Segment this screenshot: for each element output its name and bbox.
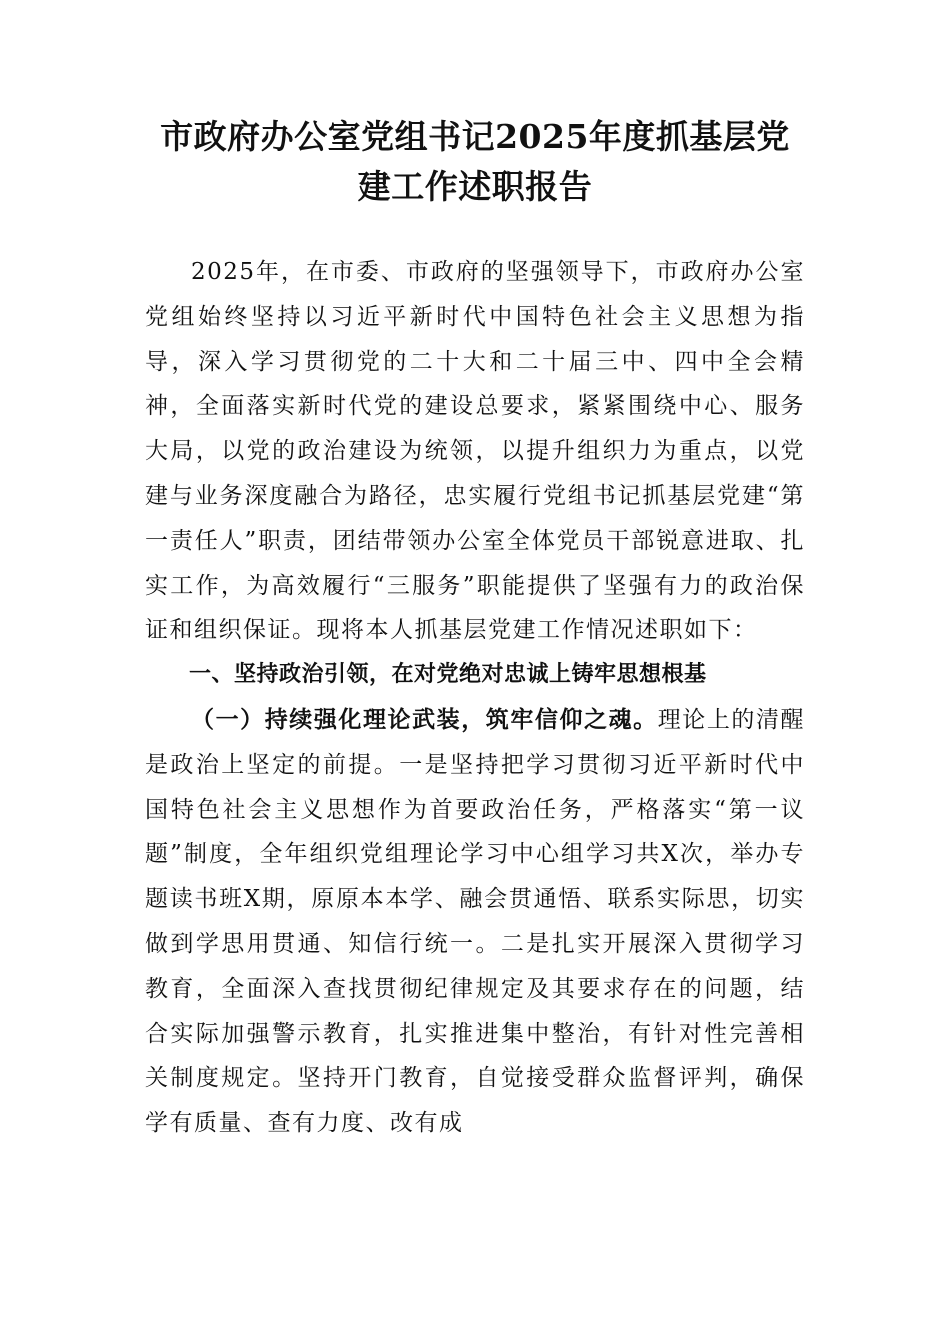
title-line-1: 市政府办公室党组书记2025年度抓基层党 <box>160 117 790 156</box>
title-line-2: 建工作述职报告 <box>357 167 593 206</box>
section-1-paragraph-text: 理论上的清醒是政治上坚定的前提。一是坚持把学习贯彻习近平新时代中国特色社会主义思想作为首要政治任务，严格落实“第一议题”制度，全年组织党组理论学习中心组学习共X次，举办专题读书班X期，原原本本学、融会贯通悟、联系实际思，切实做到学思用贯通、知信行统一。二是扎实开展深入贯彻学习教育，全面深入查找贯彻纪律规定及其要求存在的问题，结合实际加强警示教育，扎实推进集中整治，有针对性完善相关制度规定。坚持开门教育，自觉接受群众监督评判，确保学有质量、查有力度、改有成 <box>145 706 805 1137</box>
section-1-paragraph <box>145 698 805 1146</box>
intro-paragraph: 2025年，在市委、市政府的坚强领导下，市政府办公室党组始终坚持以习近平新时代中国特色社会主义思想为指导，深入学习贯彻党的二十大和二十届三中、四中全会精神，全面落实新时代党的建设总要求，紧紧围绕中心、服务大局，以党的政治建设为统领，以提升组织力为重点，以党建与业务深度融合为路径，忠实履行党组书记抓基层党建“第一责任人”职责，团结带领办公室全体党员干部锐意进取、扎实工作，为高效履行“三服务”职能提供了坚强有力的政治保证和组织保证。现将本人抓基层党建工作情况述职如下： <box>145 259 805 644</box>
document-title <box>120 112 830 212</box>
section-1-sub-heading: （一）持续强化理论武装，筑牢信仰之魂。 <box>191 705 658 733</box>
document-body <box>145 250 805 1146</box>
section-1-heading: 一、坚持政治引领，在对党绝对忠诚上铸牢思想根基 <box>189 662 707 688</box>
